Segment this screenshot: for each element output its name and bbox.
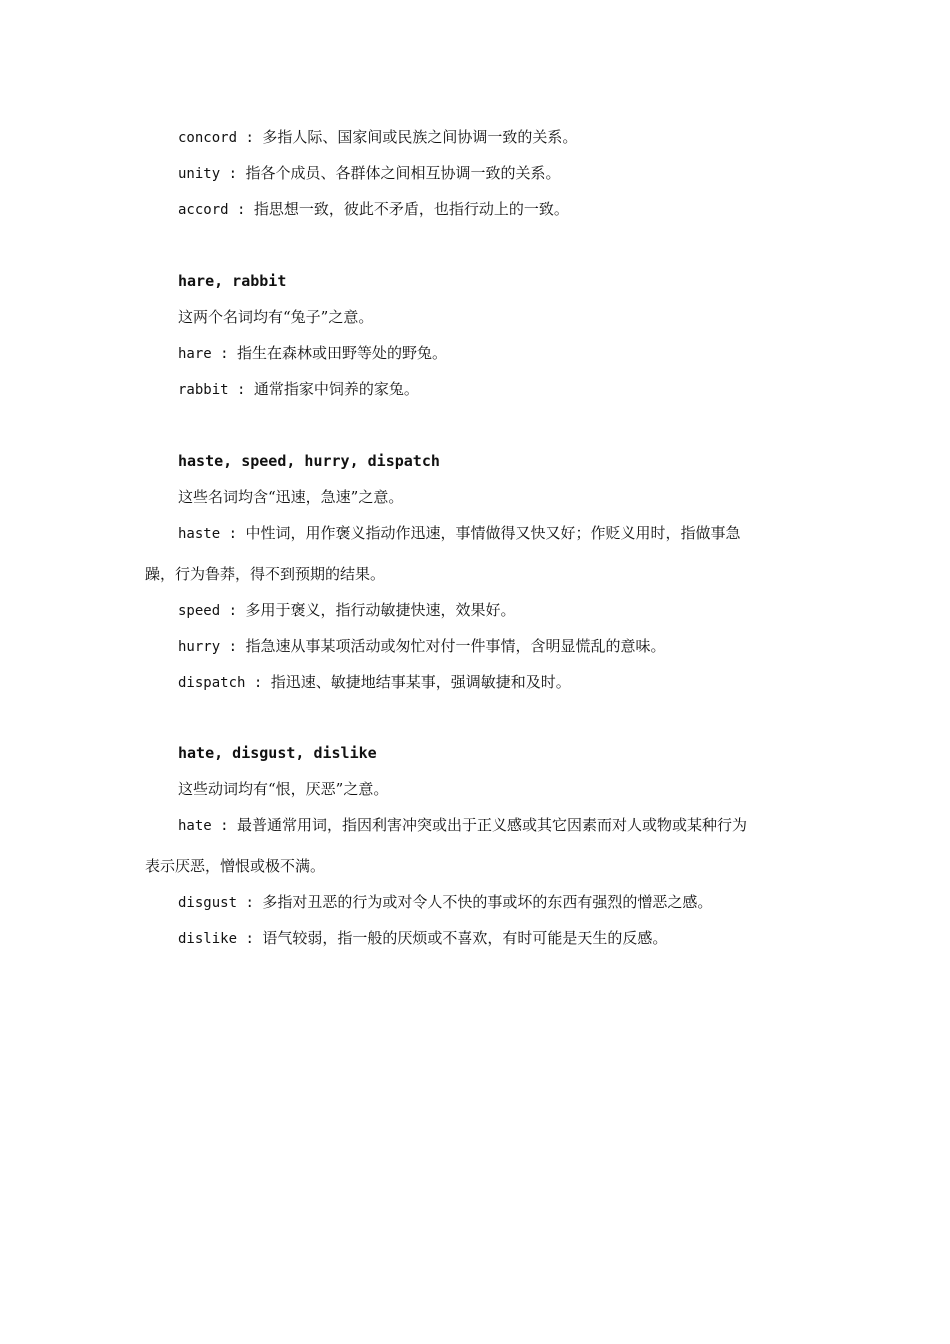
section-intro: 这两个名词均有“兔子”之意。 <box>178 308 374 326</box>
definition: 指迅速、敏捷地结事某事，强调敏捷和及时。 <box>270 673 571 691</box>
separator: : <box>237 931 263 947</box>
separator: : <box>237 130 263 146</box>
entry-hare <box>178 343 447 364</box>
section-intro: 这些名词均含“迅速，急速”之意。 <box>178 488 404 506</box>
term: concord <box>178 130 238 146</box>
entry-unity <box>178 163 560 184</box>
entry-rabbit <box>178 379 419 400</box>
term: hurry <box>178 639 221 655</box>
definition: 多指人际、国家间或民族之间协调一致的关系。 <box>262 128 578 146</box>
term: hate <box>178 818 212 834</box>
separator: : <box>237 895 263 911</box>
separator: : <box>220 526 246 542</box>
term: speed <box>178 603 221 619</box>
entry-hurry <box>178 636 665 657</box>
separator: : <box>220 166 246 182</box>
definition: 多指对丑恶的行为或对令人不快的事或坏的东西有强烈的憎恶之感。 <box>262 893 713 911</box>
section-heading: hare, rabbit <box>178 272 287 290</box>
entry-speed <box>178 600 515 621</box>
definition: 多用于褒义，指行动敏捷快速，效果好。 <box>245 601 516 619</box>
entry-haste <box>178 523 740 544</box>
term: dispatch <box>178 675 246 691</box>
entry-concord <box>178 127 577 148</box>
term: dislike <box>178 931 238 947</box>
separator: : <box>228 382 254 398</box>
definition: 指生在森林或田野等处的野兔。 <box>237 344 448 362</box>
entry-disgust <box>178 892 712 913</box>
definition: 指思想一致，彼此不矛盾，也指行动上的一致。 <box>253 200 569 218</box>
definition: 通常指家中饲养的家兔。 <box>253 380 419 398</box>
entry-accord <box>178 199 569 220</box>
term: accord <box>178 202 229 218</box>
section-heading: hate, disgust, dislike <box>178 744 377 762</box>
separator: : <box>245 675 271 691</box>
definition: 指各个成员、各群体之间相互协调一致的关系。 <box>245 164 561 182</box>
separator: : <box>211 818 238 834</box>
separator: : <box>220 639 246 655</box>
definition: 中性词，用作褒义指动作迅速，事情做得又快又好；作贬义用时，指做事急 <box>245 524 741 542</box>
separator: : <box>220 603 246 619</box>
term: rabbit <box>178 382 229 398</box>
term: hare <box>178 346 212 362</box>
section-heading: haste, speed, hurry, dispatch <box>178 452 440 470</box>
entry-haste-continuation: 躁，行为鲁莽，得不到预期的结果。 <box>145 565 386 583</box>
entry-hate-continuation: 表示厌恶，憎恨或极不满。 <box>145 857 326 875</box>
definition: 语气较弱，指一般的厌烦或不喜欢，有时可能是天生的反感。 <box>262 929 668 947</box>
term: unity <box>178 166 221 182</box>
entry-dispatch <box>178 672 571 693</box>
term: disgust <box>178 895 238 911</box>
entry-hate <box>178 815 747 836</box>
term: haste <box>178 526 221 542</box>
entry-dislike <box>178 928 667 949</box>
separator: : <box>211 346 238 362</box>
definition: 指急速从事某项活动或匆忙对付一件事情，含明显慌乱的意味。 <box>245 637 666 655</box>
definition: 最普通常用词，指因利害冲突或出于正义感或其它因素而对人或物或某种行为 <box>237 816 748 834</box>
separator: : <box>228 202 254 218</box>
section-intro: 这些动词均有“恨，厌恶”之意。 <box>178 780 389 798</box>
